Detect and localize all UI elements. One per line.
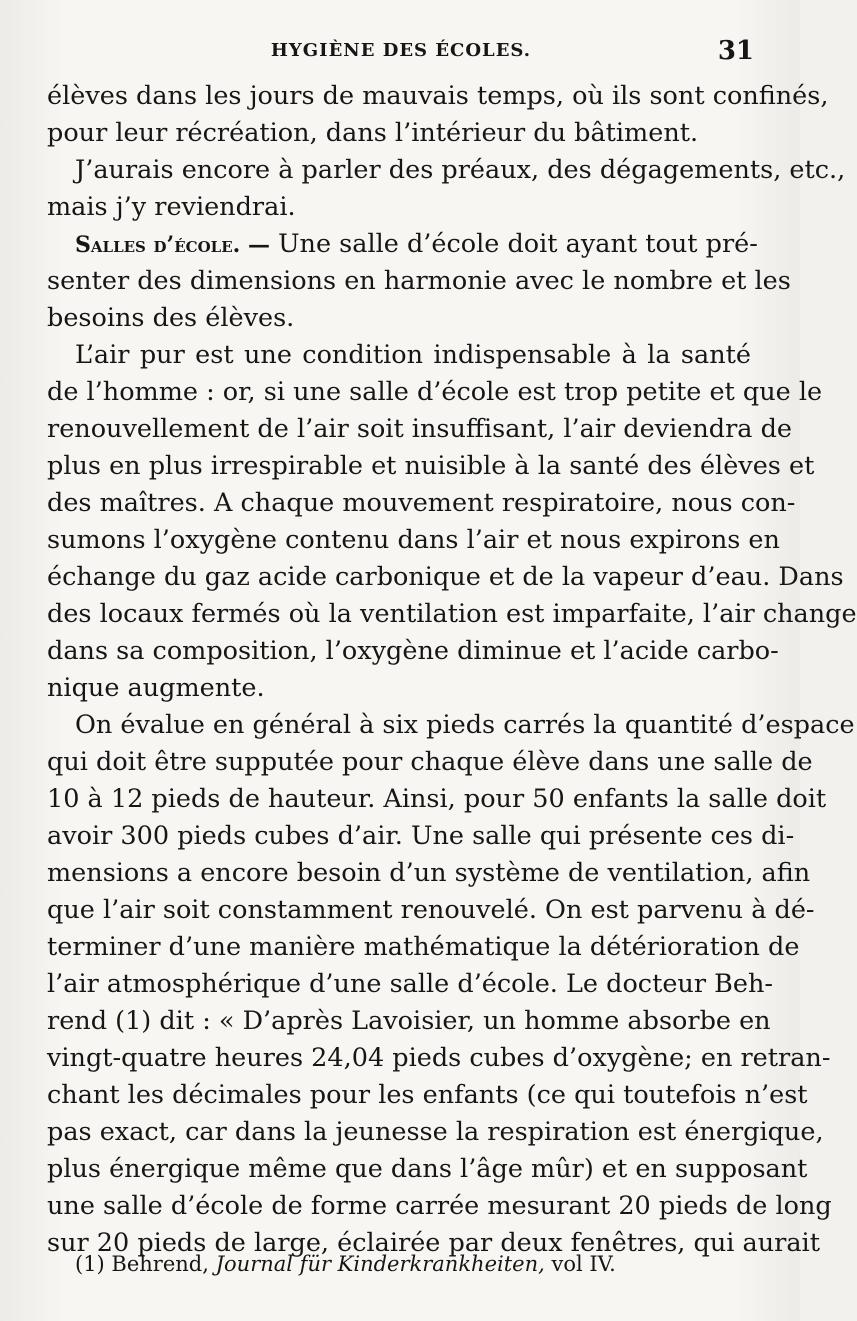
text-line: pour leur récréation, dans l’intérieur du bâtiment. (47, 118, 699, 148)
text-line: chant les décimales pour les enfants (ce qui toutefois n’est (47, 1080, 808, 1110)
text-line: terminer d’une manière mathématique la détérioration de (47, 932, 800, 962)
text-line: pas exact, car dans la jeunesse la respiration est énergique, (47, 1117, 824, 1147)
text-line: des locaux fermés où la ventilation est imparfaite, l’air change (47, 599, 857, 629)
text-line: vingt-quatre heures 24,04 pieds cubes d’oxygène; en retran- (47, 1043, 831, 1073)
text-fragment: Une salle d’école doit ayant tout pré- (278, 229, 758, 259)
text-line: mais j’y reviendrai. (47, 192, 296, 222)
text-line: besoins des élèves. (47, 303, 295, 333)
section-heading: Salles d’école. — (75, 232, 270, 258)
text-line: L’air pur est une condition indispensable à la santé (75, 340, 751, 370)
text-line: dans sa composition, l’oxygène diminue et l’acide carbo- (47, 636, 779, 666)
text-line: sur 20 pieds de large, éclairée par deux fenêtres, qui aurait (47, 1228, 820, 1258)
text-line: plus en plus irrespirable et nuisible à la santé des élèves et (47, 451, 815, 481)
text-line: des maîtres. A chaque mouvement respiratoire, nous con- (47, 488, 796, 518)
text-line: mensions a encore besoin d’un système de ventilation, afin (47, 858, 811, 888)
section-line (47, 226, 758, 263)
text-line: nique augmente. (47, 673, 265, 703)
page-number: 31 (717, 36, 754, 66)
text-line: plus énergique même que dans l’âge mûr) et en supposant (47, 1154, 808, 1184)
text-line: une salle d’école de forme carrée mesurant 20 pieds de long (47, 1191, 832, 1221)
footnote-author: (1) Behrend, (75, 1252, 209, 1276)
page-header (48, 36, 754, 76)
running-title: HYGIÈNE DES ÉCOLES. (270, 40, 532, 61)
footnote-volume: vol IV. (551, 1252, 616, 1276)
text-line: l’air atmosphérique d’une salle d’école. Le docteur Beh- (47, 969, 774, 999)
body-text (47, 78, 857, 1262)
footnote-journal: Journal für Kinderkrankheiten, (215, 1252, 545, 1276)
text-line: senter des dimensions en harmonie avec le nombre et les (47, 266, 791, 296)
text-line: de l’homme : or, si une salle d’école est trop petite et que le (47, 377, 823, 407)
text-line: avoir 300 pieds cubes d’air. Une salle qui présente ces di- (47, 821, 795, 851)
text-line: On évalue en général à six pieds carrés la quantité d’espace (75, 710, 855, 740)
text-line: qui doit être supputée pour chaque élève dans une salle de (47, 747, 813, 777)
text-line: renouvellement de l’air soit insuffisant, l’air deviendra de (47, 414, 792, 444)
footnote (75, 1252, 616, 1276)
text-line: élèves dans les jours de mauvais temps, où ils sont confinés, (47, 81, 829, 111)
text-line: J’aurais encore à parler des préaux, des dégagements, etc., (75, 155, 846, 185)
text-line: que l’air soit constamment renouvelé. On est parvenu à dé- (47, 895, 815, 925)
text-line: échange du gaz acide carbonique et de la vapeur d’eau. Dans (47, 562, 844, 592)
text-line: 10 à 12 pieds de hauteur. Ainsi, pour 50 enfants la salle doit (47, 784, 827, 814)
text-line: sumons l’oxygène contenu dans l’air et nous expirons en (47, 525, 780, 555)
text-line: rend (1) dit : « D’après Lavoisier, un homme absorbe en (47, 1006, 771, 1036)
